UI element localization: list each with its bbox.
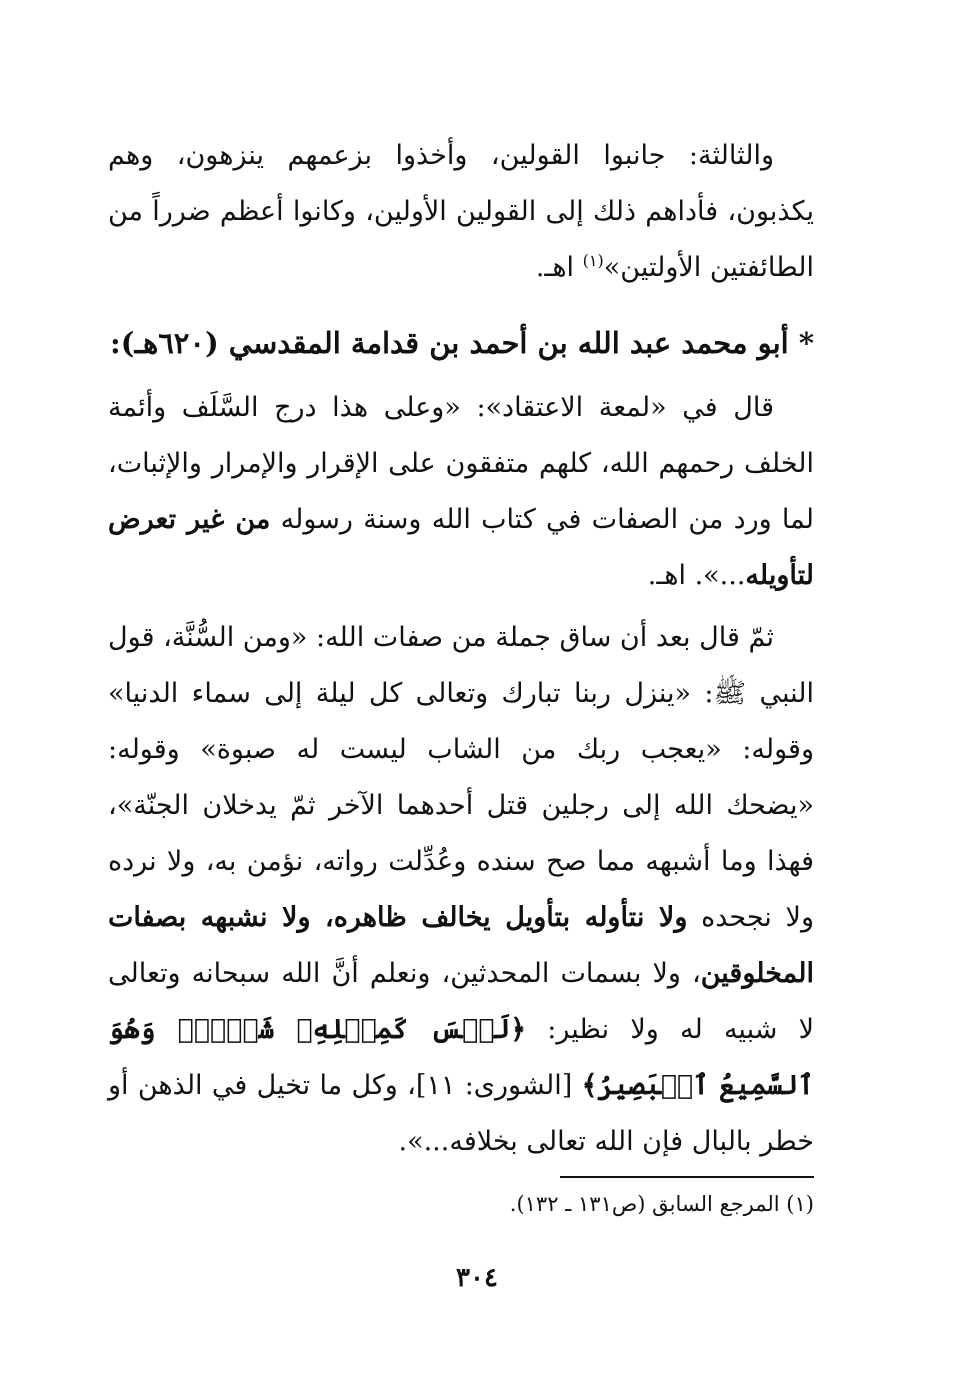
paragraph-tail: ...». اهـ.: [647, 560, 746, 591]
footnote-reference: (١): [582, 251, 604, 270]
quran-verse: ﴿لَيۡسَ كَمِثۡلِهِۦ شَيۡءٞۖ وَهُوَ ٱلسَّمِيعُ ٱلۡبَصِيرُ﴾: [108, 1014, 814, 1101]
paragraph-tail: [الشورى: ١١]، وكل ما تخيل في الذهن أو خطر بالبال فإن الله تعالى بخلافه...».: [108, 1070, 814, 1157]
emphasized-text: ولا نتأوله بتأويل يخالف ظاهره، ولا نشبهه بصفات المخلوقين: [108, 902, 814, 989]
paragraph-lumat-al-itiqad: [108, 380, 814, 604]
paragraph-body: قال في «لمعة الاعتقاد»: «وعلى هذا درج السَّلَف وأئمة الخلف رحمهم الله، كلهم متفقون على الإقرار والإمرار والإثبات، لما ورد من الصفات في كتاب الله وسنة رسوله: [108, 392, 814, 535]
paragraph-text: [108, 610, 814, 1170]
paragraph-body: ثمّ قال بعد أن ساق جملة من صفات الله: «ومن السُّنَّة، قول النبي ﷺ: «ينزل ربنا تبارك وتعالى كل ليلة إلى سماء الدنيا» وقوله: «يعجب ربك من الشاب ليست له صبوة» وقوله: «يضحك الله إلى رجلين قتل أحدهما الآخر ثمّ يدخلان الجنّة»، فهذا وما أشبهه مما صح سنده وعُدِّلت رواته، نؤمن به، ولا نرده ولا نجحده: [108, 622, 814, 933]
paragraph-text: [108, 380, 814, 604]
paragraph-body-continued: ، ولا بسمات المحدثين، ونعلم أنَّ الله سبحانه وتعالى لا شبيه له ولا نظير:: [108, 958, 814, 1045]
paragraph-text: [108, 128, 814, 296]
paragraph-sunnah-attributes: [108, 610, 814, 1170]
paragraph-body: والثالثة: جانبوا القولين، وأخذوا بزعمهم ينزهون، وهم يكذبون، فأداهم ذلك إلى القولين الأولين، وكانوا أعظم ضرراً من الطائفتين الأولتين»: [108, 140, 814, 283]
paragraph-tail: اهـ.: [535, 252, 583, 283]
footnote-divider: [560, 1176, 814, 1178]
emphasized-text: من غير تعرض لتأويله: [108, 504, 814, 591]
footnote: (١) المرجع السابق (ص١٣١ ـ ١٣٢).: [509, 1192, 814, 1216]
paragraph-third-group: [108, 128, 814, 296]
page-number: ٣٠٤: [456, 1263, 498, 1293]
section-heading-ibn-qudamah: * أبو محمد عبد الله بن أحمد بن قدامة المقدسي (٦٢٠هـ):: [110, 326, 814, 360]
